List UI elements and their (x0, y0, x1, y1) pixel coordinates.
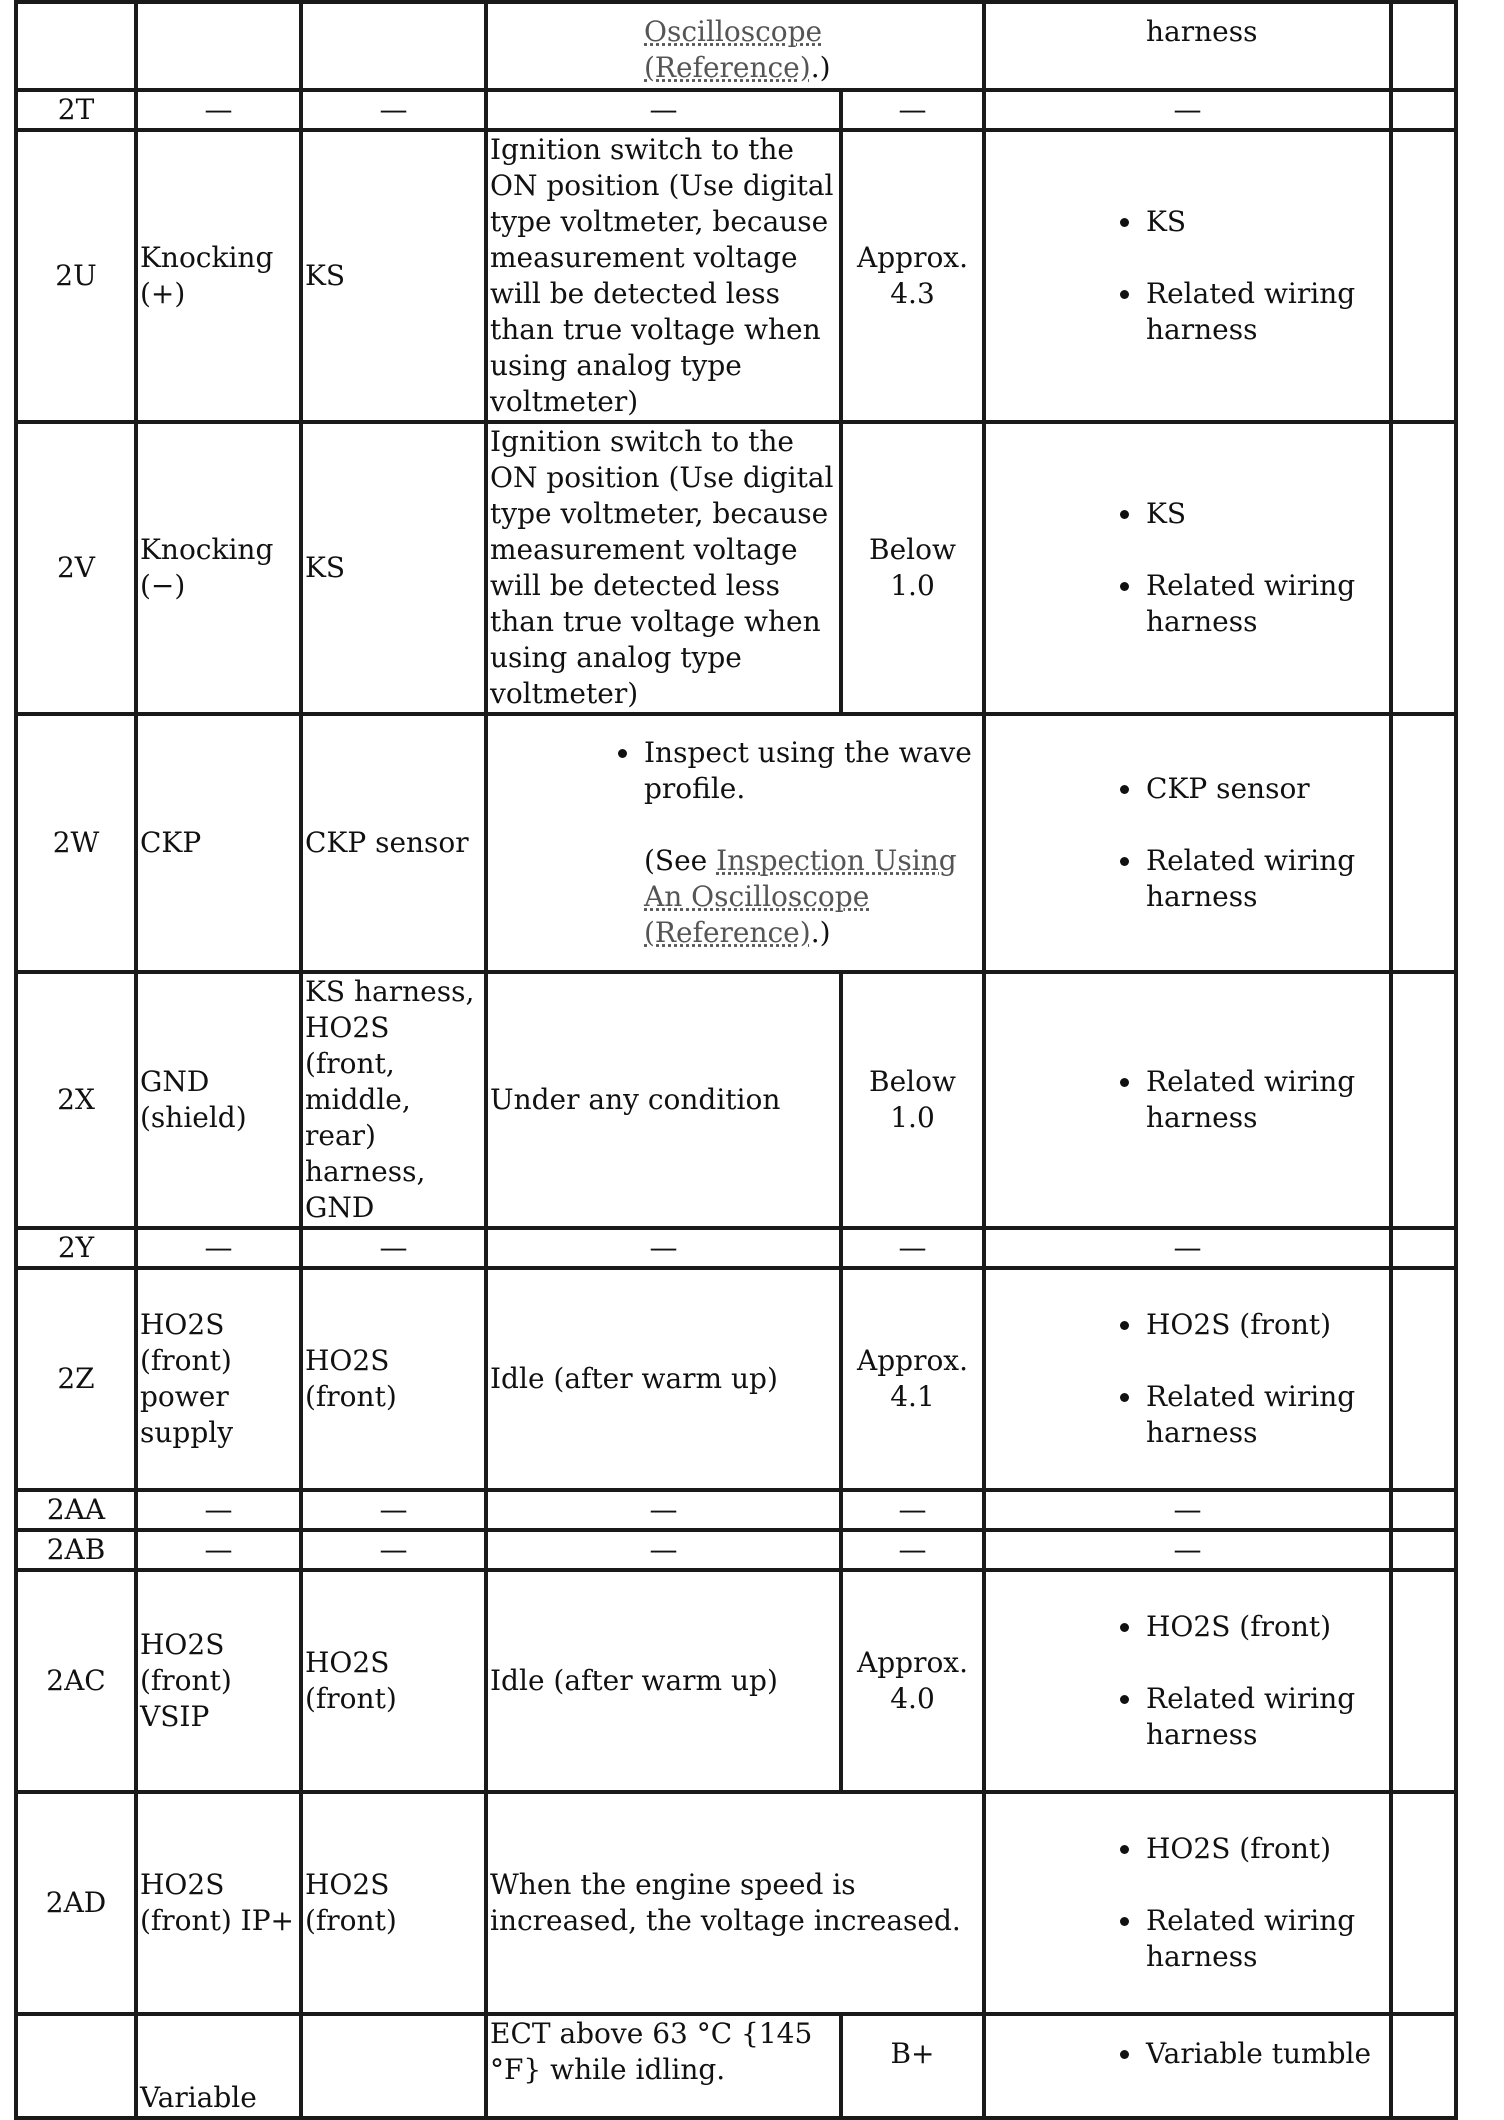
condition-cell: Ignition switch to the ON position (Use digital type voltmeter, because measurement voltage will be detected less than true voltage when using analog type voltmeter) (486, 422, 841, 714)
cause-list (988, 2036, 1387, 2072)
connected-to-cell: CKP sensor (301, 714, 486, 972)
table-row (16, 1268, 1456, 1490)
connected-to-cell: — (301, 1228, 486, 1268)
possible-cause-cell: — (984, 1530, 1391, 1570)
connected-to-cell: — (301, 1530, 486, 1570)
edge-cell (1391, 2, 1456, 90)
edge-cell (1391, 714, 1456, 972)
edge-cell (1391, 1792, 1456, 2014)
list-item: HO2S (front) (1146, 1831, 1387, 1867)
condition-cell: — (486, 1228, 841, 1268)
list-item (644, 735, 972, 951)
table-row (16, 1228, 1456, 1268)
inspect-list (490, 735, 980, 951)
terminal-cell (16, 2014, 136, 2118)
list-item: KS (1146, 204, 1387, 240)
terminal-voltage-table (14, 0, 1458, 2120)
condition-cell: Under any condition (486, 972, 841, 1228)
edge-cell (1391, 1268, 1456, 1490)
list-item: HO2S (front) (1146, 1307, 1387, 1343)
condition-cell: ECT above 63 °C {145 °F} while idling. (486, 2014, 841, 2118)
terminal-cell (16, 2, 136, 90)
table-row (16, 90, 1456, 130)
possible-cause-cell (984, 1570, 1391, 1792)
terminal-cell: 2W (16, 714, 136, 972)
voltage-cell: Approx. 4.1 (841, 1268, 984, 1490)
voltage-cell: B+ (841, 2014, 984, 2118)
terminal-cell: 2T (16, 90, 136, 130)
condition-cell (486, 714, 984, 972)
possible-cause-text: harness (1146, 15, 1258, 48)
condition-cell: — (486, 1490, 841, 1530)
signal-cell: CKP (136, 714, 301, 972)
edge-cell (1391, 422, 1456, 714)
voltage-cell: — (841, 90, 984, 130)
terminal-cell: 2V (16, 422, 136, 714)
list-item: Related wiring harness (1146, 568, 1387, 640)
connected-to-cell: KS (301, 422, 486, 714)
edge-cell (1391, 2014, 1456, 2118)
cause-list (988, 496, 1387, 640)
possible-cause-cell (984, 1268, 1391, 1490)
condition-cell: Idle (after warm up) (486, 1268, 841, 1490)
document-page (14, 0, 1454, 2114)
cause-list (988, 1609, 1387, 1753)
condition-cell (486, 2, 984, 90)
possible-cause-cell (984, 2014, 1391, 2118)
signal-cell (136, 2, 301, 90)
table-row (16, 422, 1456, 714)
table-row (16, 2014, 1456, 2118)
list-item: Related wiring harness (1146, 1379, 1387, 1451)
signal-cell: HO2S (front) IP+ (136, 1792, 301, 2014)
condition-cell: — (486, 90, 841, 130)
condition-cell: Idle (after warm up) (486, 1570, 841, 1792)
voltage-cell: — (841, 1530, 984, 1570)
connected-to-cell (301, 2, 486, 90)
voltage-cell: Approx. 4.0 (841, 1570, 984, 1792)
possible-cause-cell (984, 130, 1391, 422)
possible-cause-cell (984, 972, 1391, 1228)
voltage-cell: — (841, 1490, 984, 1530)
cause-list (988, 204, 1387, 348)
link-close: .) (810, 51, 831, 84)
possible-cause-cell (984, 422, 1391, 714)
see-reference (644, 843, 972, 951)
condition-cell: — (486, 1530, 841, 1570)
possible-cause-cell (984, 1792, 1391, 2014)
connected-to-cell: KS harness, HO2S (front, middle, rear) harness, GND (301, 972, 486, 1228)
cause-list (988, 1064, 1387, 1136)
signal-cell: Variable (136, 2014, 301, 2118)
terminal-cell: 2AD (16, 1792, 136, 2014)
table-row (16, 130, 1456, 422)
table-row (16, 2, 1456, 90)
list-item: Related wiring harness (1146, 1903, 1387, 1975)
inspect-text: Inspect using the wave profile. (644, 736, 972, 805)
list-item: HO2S (front) (1146, 1609, 1387, 1645)
voltage-cell: Below 1.0 (841, 972, 984, 1228)
table-row (16, 1490, 1456, 1530)
edge-cell (1391, 90, 1456, 130)
possible-cause-cell: — (984, 1490, 1391, 1530)
edge-cell (1391, 1228, 1456, 1268)
terminal-cell: 2AA (16, 1490, 136, 1530)
table-row (16, 972, 1456, 1228)
possible-cause-cell: — (984, 90, 1391, 130)
edge-cell (1391, 1490, 1456, 1530)
terminal-cell: 2Z (16, 1268, 136, 1490)
signal-cell: — (136, 1490, 301, 1530)
terminal-cell: 2U (16, 130, 136, 422)
list-item: Related wiring harness (1146, 843, 1387, 915)
condition-cell: Ignition switch to the ON position (Use digital type voltmeter, because measurement voltage will be detected less than true voltage when using analog type voltmeter) (486, 130, 841, 422)
signal-cell: Knocking (−) (136, 422, 301, 714)
edge-cell (1391, 1570, 1456, 1792)
terminal-cell: 2AC (16, 1570, 136, 1792)
connected-to-cell: KS (301, 130, 486, 422)
see-prefix: (See (644, 844, 717, 877)
list-item: CKP sensor (1146, 771, 1387, 807)
signal-cell: HO2S (front) power supply (136, 1268, 301, 1490)
table-row (16, 1570, 1456, 1792)
edge-cell (1391, 972, 1456, 1228)
voltage-cell: Approx. 4.3 (841, 130, 984, 422)
see-suffix: .) (810, 916, 831, 949)
connected-to-cell (301, 2014, 486, 2118)
inspection-oscilloscope-link[interactable]: Inspection Using An Oscilloscope (Reference) (644, 844, 957, 949)
possible-cause-cell (984, 2, 1391, 90)
voltage-cell: — (841, 1228, 984, 1268)
table-row (16, 714, 1456, 972)
list-item: Related wiring harness (1146, 1064, 1387, 1136)
table-row (16, 1530, 1456, 1570)
cause-list (988, 1831, 1387, 1975)
edge-cell (1391, 1530, 1456, 1570)
terminal-cell: 2AB (16, 1530, 136, 1570)
connected-to-cell: HO2S (front) (301, 1792, 486, 2014)
oscilloscope-reference-link[interactable]: Oscilloscope (Reference) (644, 15, 823, 84)
connected-to-cell: — (301, 90, 486, 130)
signal-cell: — (136, 1530, 301, 1570)
table-row (16, 1792, 1456, 2014)
list-item: Related wiring harness (1146, 276, 1387, 348)
condition-cell: When the engine speed is increased, the voltage increased. (486, 1792, 984, 2014)
signal-cell: Knocking (+) (136, 130, 301, 422)
possible-cause-cell: — (984, 1228, 1391, 1268)
signal-cell: GND (shield) (136, 972, 301, 1228)
connected-to-cell: HO2S (front) (301, 1570, 486, 1792)
list-item: Variable tumble (1146, 2036, 1387, 2072)
connected-to-cell: HO2S (front) (301, 1268, 486, 1490)
connected-to-cell: — (301, 1490, 486, 1530)
possible-cause-cell (984, 714, 1391, 972)
cause-list (988, 1307, 1387, 1451)
signal-cell: — (136, 1228, 301, 1268)
terminal-cell: 2X (16, 972, 136, 1228)
edge-cell (1391, 130, 1456, 422)
cause-list (988, 771, 1387, 915)
list-item: KS (1146, 496, 1387, 532)
voltage-cell: Below 1.0 (841, 422, 984, 714)
terminal-cell: 2Y (16, 1228, 136, 1268)
signal-cell: HO2S (front) VSIP (136, 1570, 301, 1792)
signal-cell: — (136, 90, 301, 130)
list-item: Related wiring harness (1146, 1681, 1387, 1753)
